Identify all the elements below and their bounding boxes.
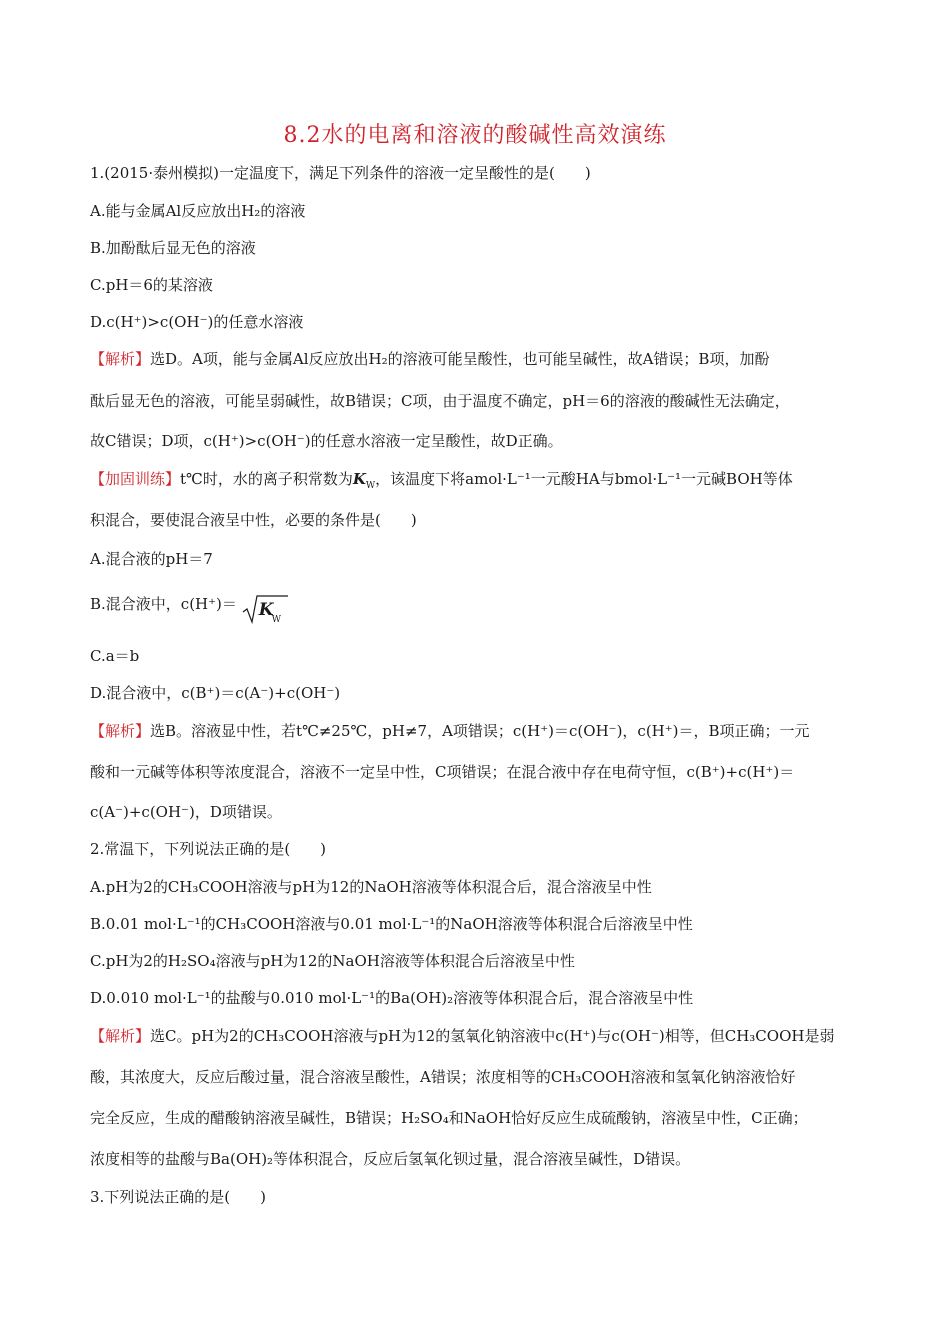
- extra-option-c: C.a＝b: [90, 647, 140, 665]
- page-title: 8.2水的电离和溶液的酸碱性高效演练: [283, 123, 667, 148]
- q2-answer-line-1: [90, 1026, 834, 1046]
- analysis-tag: 【解析】: [90, 350, 151, 368]
- extra-training-tag: 【加固训练】: [90, 470, 181, 488]
- extra-stem-line-1: [90, 469, 793, 489]
- q1-answer-line-2: 酞后显无色的溶液，可能呈弱碱性，故B错误；C项，由于温度不确定，pH＝6的溶液的酸碱性无法确定，: [90, 392, 790, 410]
- kw-symbol: K: [352, 470, 366, 488]
- q3-stem: 3.下列说法正确的是( ): [90, 1188, 267, 1206]
- q2-option-d: D.0.010 mol·L⁻¹的盐酸与0.010 mol·L⁻¹的Ba(OH)₂溶液等体积混合后，混合溶液呈中性: [90, 989, 694, 1007]
- sqrt-k-symbol: K: [258, 600, 274, 620]
- extra-stem-line-2: 积混合，要使混合液呈中性，必要的条件是( ): [90, 511, 417, 529]
- q2-stem: 2.常温下，下列说法正确的是( ): [90, 840, 327, 858]
- q1-answer-text-1: 选D。A项，能与金属Al反应放出H₂的溶液可能呈酸性，也可能呈碱性，故A错误；B项，加酚: [150, 350, 770, 368]
- sqrt-kw-formula: [242, 594, 288, 624]
- q2-answer-line-4: 浓度相等的盐酸与Ba(OH)₂等体积混合，反应后氢氧化钡过量，混合溶液呈碱性，D错误。: [90, 1150, 691, 1168]
- q1-option-a: A.能与金属Al反应放出H₂的溶液: [90, 202, 306, 220]
- extra-option-a: A.混合液的pH＝7: [90, 550, 213, 568]
- q1-option-c: C.pH＝6的某溶液: [90, 276, 213, 294]
- q2-option-c: C.pH为2的H₂SO₄溶液与pH为12的NaOH溶液等体积混合后溶液呈中性: [90, 952, 575, 970]
- q2-answer-text-1: 选C。pH为2的CH₃COOH溶液与pH为12的氢氧化钠溶液中c(H⁺)与c(OH⁻)相等，但CH₃COOH是弱: [150, 1027, 835, 1045]
- q2-answer-line-3: 完全反应，生成的醋酸钠溶液呈碱性，B错误；H₂SO₄和NaOH恰好反应生成硫酸钠，溶液呈中性，C正确；: [90, 1109, 808, 1127]
- extra-option-b: [90, 590, 288, 625]
- q2-option-b: B.0.01 mol·L⁻¹的CH₃COOH溶液与0.01 mol·L⁻¹的NaOH溶液等体积混合后溶液呈中性: [90, 915, 693, 933]
- extra-option-b-text: B.混合液中，c(H⁺)＝: [90, 595, 237, 613]
- q1-option-d: D.c(H⁺)>c(OH⁻)的任意水溶液: [90, 313, 304, 331]
- extra-option-d: D.混合液中，c(B⁺)＝c(A⁻)+c(OH⁻): [90, 684, 341, 702]
- extra-answer-line-3: c(A⁻)+c(OH⁻)，D项错误。: [90, 803, 282, 821]
- extra-stem-text-a: t℃时，水的离子积常数为: [180, 470, 353, 488]
- analysis-tag: 【解析】: [90, 722, 151, 740]
- q1-option-b: B.加酚酞后显无色的溶液: [90, 239, 256, 257]
- q2-option-a: A.pH为2的CH₃COOH溶液与pH为12的NaOH溶液等体积混合后，混合溶液呈中性: [90, 878, 652, 896]
- kw-subscript: W: [365, 481, 376, 491]
- q1-stem: 1.(2015·泰州模拟)一定温度下，满足下列条件的溶液一定呈酸性的是( ): [90, 164, 591, 182]
- analysis-tag: 【解析】: [90, 1027, 151, 1045]
- q1-answer-line-3: 故C错误；D项，c(H⁺)>c(OH⁻)的任意水溶液一定呈酸性，故D正确。: [90, 432, 563, 450]
- extra-stem-text-b: ，该温度下将amol·L⁻¹一元酸HA与bmol·L⁻¹一元碱BOH等体: [375, 470, 793, 488]
- sqrt-k-subscript: W: [271, 615, 281, 625]
- extra-answer-line-1: [90, 721, 810, 741]
- q1-answer-line-1: [90, 349, 769, 369]
- q2-answer-line-2: 酸，其浓度大，反应后酸过量，混合溶液呈酸性，A错误；浓度相等的CH₃COOH溶液和氢氧化钠溶液恰好: [90, 1068, 796, 1086]
- extra-answer-line-2: 酸和一元碱等体积等浓度混合，溶液不一定呈中性，C项错误；在混合液中存在电荷守恒，c(B⁺)+c(H⁺)＝: [90, 763, 795, 781]
- extra-answer-text-1: 选B。溶液显中性，若t℃≠25℃，pH≠7，A项错误；c(H⁺)＝c(OH⁻)，c(H⁺)＝，B项正确；一元: [150, 722, 810, 740]
